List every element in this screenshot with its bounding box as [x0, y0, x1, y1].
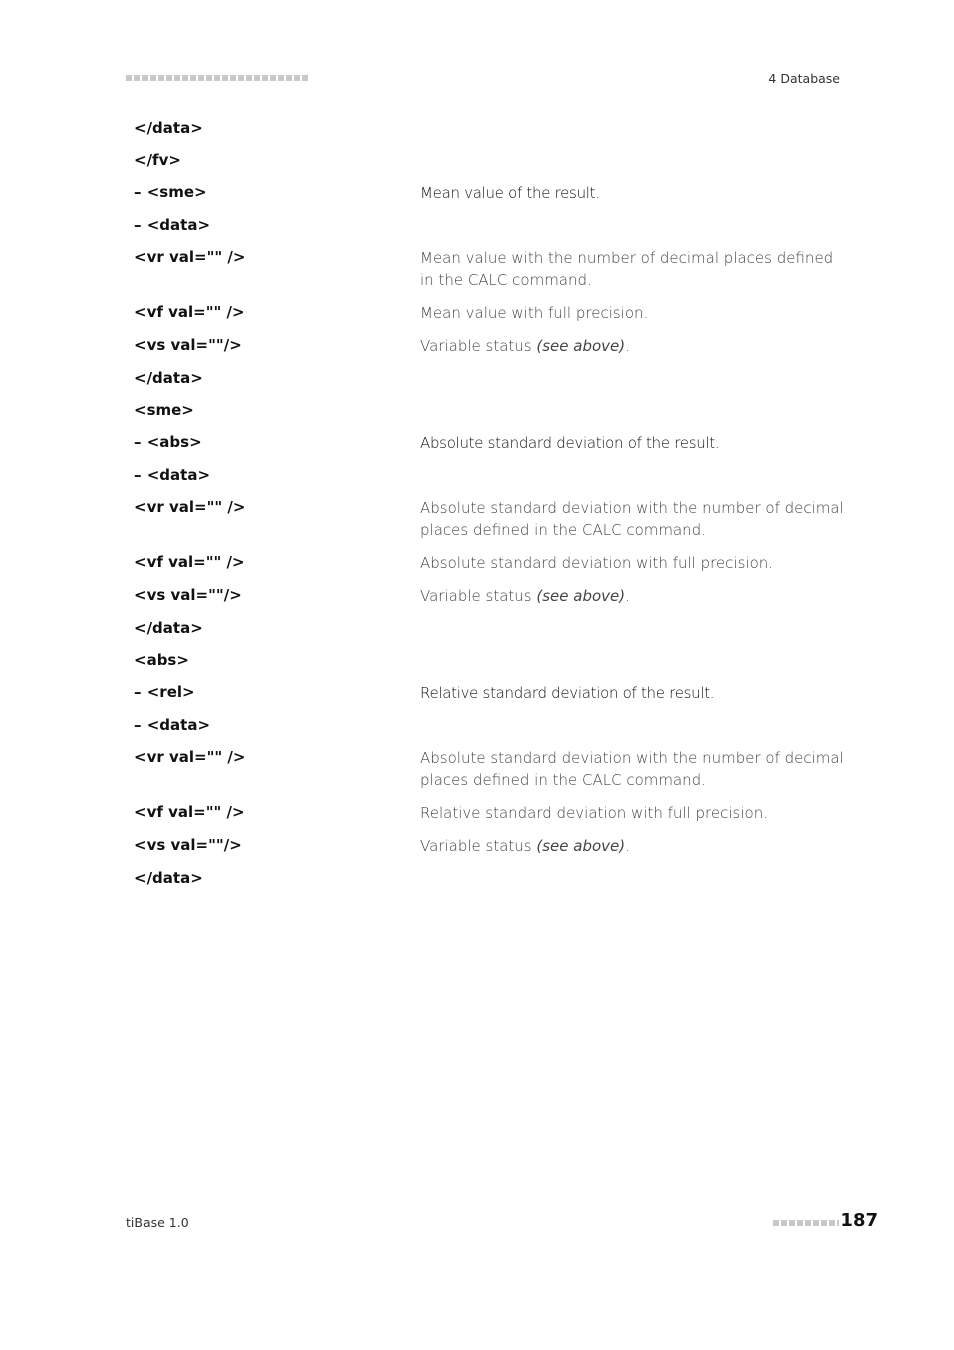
- table-row: [134, 302, 844, 324]
- tag-description: [420, 335, 844, 357]
- xml-tag: </data>: [134, 369, 203, 387]
- tag-description: [420, 247, 844, 291]
- table-row: [134, 585, 844, 607]
- xml-tag: </fv>: [134, 151, 181, 169]
- description-punctuation: .: [625, 337, 630, 355]
- table-row: [134, 150, 844, 171]
- xml-tag: <vf val="" />: [134, 303, 245, 321]
- xml-tag: – <abs>: [134, 433, 202, 451]
- description-text: Variable status: [420, 837, 537, 855]
- tag-description: [420, 552, 844, 574]
- xml-tag: <vf val="" />: [134, 803, 245, 821]
- table-row: [134, 715, 844, 736]
- description-reference: (see above): [536, 337, 626, 355]
- table-row: [134, 747, 844, 791]
- table-row: [134, 868, 844, 889]
- table-row: [134, 182, 844, 204]
- xml-tag: </data>: [134, 619, 203, 637]
- table-row: [134, 552, 844, 574]
- description-text: Absolute standard deviation with full precision.: [420, 554, 774, 572]
- description-reference: (see above): [536, 837, 626, 855]
- xml-tag: <vs val=""/>: [134, 336, 242, 354]
- tag-description: [420, 585, 844, 607]
- xml-tag: – <data>: [134, 216, 211, 234]
- description-text: Relative standard deviation with full precision.: [420, 804, 768, 822]
- description-text: Mean value with the number of decimal places defined in the CALC command.: [420, 249, 834, 289]
- tag-description: [420, 182, 844, 204]
- table-row: [134, 465, 844, 486]
- xml-tag: <vf val="" />: [134, 553, 245, 571]
- description-text: Variable status: [420, 337, 537, 355]
- tag-description: [420, 682, 844, 704]
- table-row: [134, 497, 844, 541]
- table-row: [134, 432, 844, 454]
- tag-description: [420, 802, 844, 824]
- description-punctuation: .: [625, 837, 630, 855]
- xml-tag: </data>: [134, 119, 203, 137]
- xml-tag: <vr val="" />: [134, 748, 246, 766]
- table-row: [134, 215, 844, 236]
- description-text: Absolute standard deviation with the number of decimal places defined in the CALC command.: [420, 499, 844, 539]
- xml-tag: – <data>: [134, 716, 211, 734]
- tag-description: [420, 835, 844, 857]
- table-row: [134, 247, 844, 291]
- xml-tag: <vr val="" />: [134, 248, 246, 266]
- xml-tag: <vs val=""/>: [134, 586, 242, 604]
- xml-tag: <vr val="" />: [134, 498, 246, 516]
- footer-decoration-dots: [773, 1220, 839, 1226]
- table-row: [134, 400, 844, 421]
- tag-description: [420, 302, 844, 324]
- chapter-title: 4 Database: [768, 71, 840, 86]
- description-text: Variable status: [420, 587, 537, 605]
- xml-tag: </data>: [134, 869, 203, 887]
- table-row: [134, 118, 844, 139]
- tag-description: [420, 432, 844, 454]
- table-row: [134, 682, 844, 704]
- xml-tag: – <rel>: [134, 683, 195, 701]
- table-row: [134, 368, 844, 389]
- description-punctuation: .: [625, 587, 630, 605]
- xml-tag: – <sme>: [134, 183, 207, 201]
- table-row: [134, 802, 844, 824]
- table-row: [134, 835, 844, 857]
- description-text: Mean value with full precision.: [420, 304, 649, 322]
- xml-tag: <vs val=""/>: [134, 836, 242, 854]
- header-decoration-dots: [126, 75, 308, 81]
- description-text: Absolute standard deviation with the number of decimal places defined in the CALC command.: [420, 749, 844, 789]
- tag-description: [420, 747, 844, 791]
- xml-tag: <sme>: [134, 401, 194, 419]
- product-name: tiBase 1.0: [126, 1215, 189, 1230]
- description-reference: (see above): [536, 587, 626, 605]
- table-row: [134, 618, 844, 639]
- xml-tag: – <data>: [134, 466, 211, 484]
- description-text: Relative standard deviation of the result.: [420, 684, 715, 702]
- xml-tag: <abs>: [134, 651, 189, 669]
- xml-description-table: [134, 118, 844, 900]
- description-text: Absolute standard deviation of the result.: [420, 434, 720, 452]
- table-row: [134, 335, 844, 357]
- tag-description: [420, 497, 844, 541]
- description-text: Mean value of the result.: [420, 184, 600, 202]
- page-number: 187: [840, 1210, 878, 1231]
- table-row: [134, 650, 844, 671]
